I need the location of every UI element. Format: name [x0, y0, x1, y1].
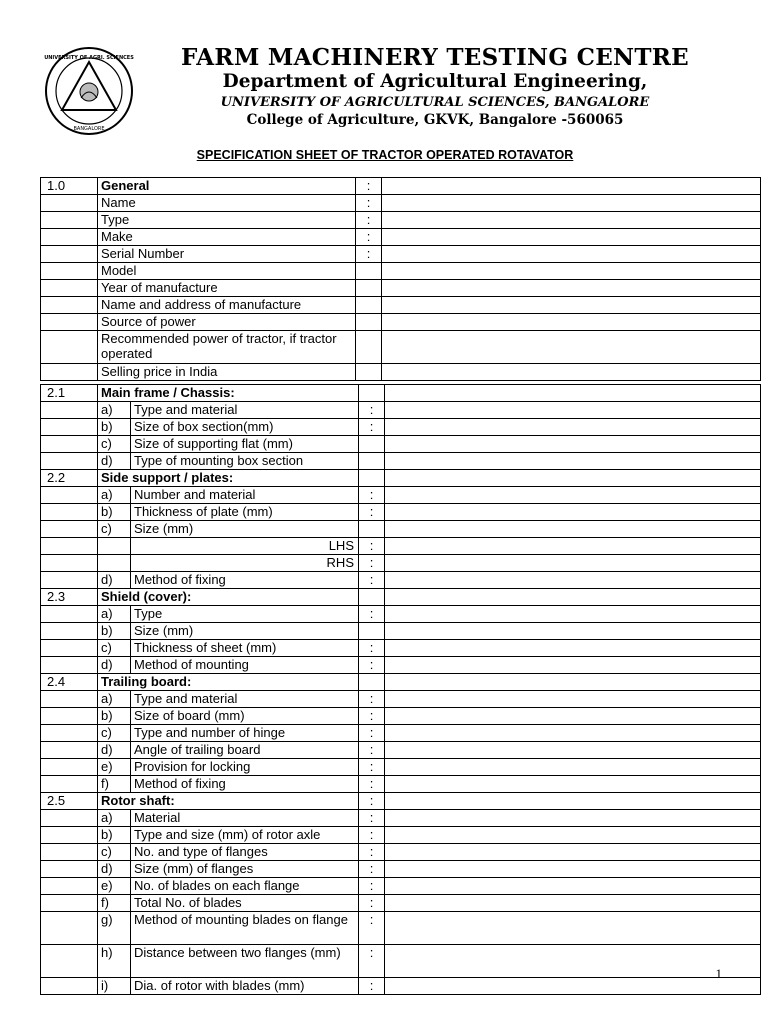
- table-row: [41, 793, 761, 810]
- university-name: UNIVERSITY OF AGRICULTURAL SCIENCES, BANGALORE: [220, 95, 650, 110]
- empty-cell: [359, 521, 385, 538]
- empty-cell: [41, 521, 98, 538]
- value-cell[interactable]: [385, 895, 761, 912]
- cell-text: No. of blades on each flange: [131, 878, 359, 895]
- cell-text: Material: [131, 810, 359, 827]
- table-row: [41, 759, 761, 776]
- cell-text: Type and material: [131, 691, 359, 708]
- value-cell[interactable]: [385, 861, 761, 878]
- empty-cell: [359, 453, 385, 470]
- table-row: [41, 331, 761, 364]
- cell-text: Selling price in India: [98, 364, 356, 381]
- value-cell[interactable]: [385, 419, 761, 436]
- empty-cell: [41, 504, 98, 521]
- table-row: [41, 640, 761, 657]
- cell-text: Type and size (mm) of rotor axle: [131, 827, 359, 844]
- empty-cell: [356, 364, 382, 381]
- empty-cell: [356, 263, 382, 280]
- cell-text: Serial Number: [98, 246, 356, 263]
- cell-text: :: [359, 555, 385, 572]
- cell-text: Type of mounting box section: [131, 453, 359, 470]
- cell-text: b): [98, 827, 131, 844]
- cell-text: Size of board (mm): [131, 708, 359, 725]
- empty-cell: [356, 331, 382, 364]
- value-cell[interactable]: [385, 589, 761, 606]
- cell-text: Thickness of sheet (mm): [131, 640, 359, 657]
- empty-cell: [41, 623, 98, 640]
- table-row: [41, 776, 761, 793]
- cell-text: c): [98, 436, 131, 453]
- empty-cell: [41, 246, 98, 263]
- sheet-title: SPECIFICATION SHEET OF TRACTOR OPERATED ROTAVATOR: [196, 148, 574, 162]
- general-table: [40, 177, 761, 381]
- table-row: [41, 691, 761, 708]
- empty-cell: [359, 623, 385, 640]
- empty-cell: [98, 538, 131, 555]
- cell-text: c): [98, 521, 131, 538]
- cell-text: Method of fixing: [131, 776, 359, 793]
- cell-text: :: [359, 878, 385, 895]
- empty-cell: [359, 385, 385, 402]
- cell-text: 2.5: [41, 793, 98, 810]
- cell-text: c): [98, 725, 131, 742]
- cell-text: Name and address of manufacture: [98, 297, 356, 314]
- value-cell[interactable]: [382, 280, 761, 297]
- value-cell[interactable]: [385, 657, 761, 674]
- value-cell[interactable]: [382, 331, 761, 364]
- table-row: [41, 229, 761, 246]
- svg-text:BANGALORE: BANGALORE: [73, 126, 105, 132]
- cell-text: d): [98, 657, 131, 674]
- value-cell[interactable]: [385, 725, 761, 742]
- value-cell[interactable]: [385, 759, 761, 776]
- value-cell[interactable]: [382, 297, 761, 314]
- cell-text: b): [98, 504, 131, 521]
- table-row: [41, 555, 761, 572]
- value-cell[interactable]: [385, 945, 761, 978]
- table-row: [41, 504, 761, 521]
- value-cell[interactable]: [382, 229, 761, 246]
- cell-text: :: [359, 691, 385, 708]
- empty-cell: [356, 297, 382, 314]
- empty-cell: [359, 589, 385, 606]
- value-cell[interactable]: [385, 538, 761, 555]
- cell-text: :: [359, 844, 385, 861]
- table-row: [41, 195, 761, 212]
- cell-text: Angle of trailing board: [131, 742, 359, 759]
- cell-text: Year of manufacture: [98, 280, 356, 297]
- value-cell[interactable]: [385, 844, 761, 861]
- empty-cell: [356, 314, 382, 331]
- value-cell[interactable]: [385, 453, 761, 470]
- empty-cell: [41, 364, 98, 381]
- cell-text: Rotor shaft:: [98, 793, 359, 810]
- cell-text: Size (mm): [131, 521, 359, 538]
- cell-text: :: [359, 572, 385, 589]
- empty-cell: [41, 657, 98, 674]
- empty-cell: [41, 978, 98, 995]
- value-cell[interactable]: [385, 555, 761, 572]
- value-cell[interactable]: [385, 487, 761, 504]
- value-cell[interactable]: [385, 978, 761, 995]
- cell-text: Type and number of hinge: [131, 725, 359, 742]
- empty-cell: [41, 212, 98, 229]
- cell-text: e): [98, 759, 131, 776]
- table-row: [41, 657, 761, 674]
- cell-text: RHS: [131, 555, 359, 572]
- empty-cell: [41, 912, 98, 945]
- table-row: [41, 246, 761, 263]
- section-heading: General: [98, 178, 356, 195]
- cell-text: Type: [131, 606, 359, 623]
- table-row: [41, 912, 761, 945]
- value-cell[interactable]: [385, 606, 761, 623]
- cell-text: b): [98, 708, 131, 725]
- table-row: [41, 725, 761, 742]
- table-row: [41, 212, 761, 229]
- cell-text: :: [359, 606, 385, 623]
- cell-text: :: [359, 402, 385, 419]
- value-cell[interactable]: [385, 674, 761, 691]
- value-cell[interactable]: [385, 572, 761, 589]
- cell-text: g): [98, 912, 131, 945]
- value-cell[interactable]: [382, 314, 761, 331]
- empty-cell: [41, 640, 98, 657]
- cell-text: Number and material: [131, 487, 359, 504]
- cell-text: :: [359, 895, 385, 912]
- empty-cell: [41, 861, 98, 878]
- value-cell[interactable]: [382, 246, 761, 263]
- table-row: [41, 402, 761, 419]
- value-cell[interactable]: [385, 640, 761, 657]
- table-row: [41, 572, 761, 589]
- empty-cell: [41, 606, 98, 623]
- cell-text: :: [356, 229, 382, 246]
- empty-cell: [41, 810, 98, 827]
- table-row: [41, 895, 761, 912]
- empty-cell: [41, 314, 98, 331]
- cell-text: Type: [98, 212, 356, 229]
- table-row: [41, 827, 761, 844]
- cell-text: Size (mm): [131, 623, 359, 640]
- cell-text: Source of power: [98, 314, 356, 331]
- table-row: [41, 978, 761, 995]
- cell-text: :: [359, 725, 385, 742]
- cell-text: Provision for locking: [131, 759, 359, 776]
- table-row: [41, 263, 761, 280]
- cell-text: a): [98, 487, 131, 504]
- table-row: [41, 945, 761, 978]
- value-cell[interactable]: [382, 195, 761, 212]
- value-cell[interactable]: [385, 385, 761, 402]
- table-row: [41, 419, 761, 436]
- empty-cell: [41, 878, 98, 895]
- cell-text: :: [359, 810, 385, 827]
- cell-text: Type and material: [131, 402, 359, 419]
- table-row: [41, 487, 761, 504]
- cell-text: f): [98, 895, 131, 912]
- cell-text: a): [98, 606, 131, 623]
- cell-text: No. and type of flanges: [131, 844, 359, 861]
- cell-text: Thickness of plate (mm): [131, 504, 359, 521]
- cell-text: :: [359, 742, 385, 759]
- empty-cell: [41, 538, 98, 555]
- value-cell[interactable]: [385, 742, 761, 759]
- college-address: College of Agriculture, GKVK, Bangalore -560065: [246, 112, 624, 128]
- table-row: [41, 521, 761, 538]
- table-row: [41, 280, 761, 297]
- cell-text: Main frame / Chassis:: [98, 385, 359, 402]
- cell-text: 2.2: [41, 470, 98, 487]
- cell-text: d): [98, 453, 131, 470]
- cell-text: :: [359, 487, 385, 504]
- empty-cell: [41, 725, 98, 742]
- table-row: [41, 538, 761, 555]
- cell-text: Trailing board:: [98, 674, 359, 691]
- cell-text: :: [359, 776, 385, 793]
- cell-text: Name: [98, 195, 356, 212]
- cell-text: :: [356, 212, 382, 229]
- value-cell[interactable]: [385, 878, 761, 895]
- cell-text: :: [356, 246, 382, 263]
- cell-text: :: [359, 708, 385, 725]
- table-row: [41, 861, 761, 878]
- empty-cell: [41, 402, 98, 419]
- empty-cell: [41, 895, 98, 912]
- table-row: [41, 708, 761, 725]
- cell-text: :: [359, 419, 385, 436]
- empty-cell: [41, 945, 98, 978]
- cell-text: h): [98, 945, 131, 978]
- cell-text: f): [98, 776, 131, 793]
- value-cell[interactable]: [382, 364, 761, 381]
- value-cell[interactable]: [382, 263, 761, 280]
- department-title: Department of Agricultural Engineering,: [222, 71, 648, 92]
- table-row: [41, 742, 761, 759]
- cell-text: e): [98, 878, 131, 895]
- cell-text: :: [359, 793, 385, 810]
- value-cell[interactable]: [385, 623, 761, 640]
- value-cell[interactable]: [385, 708, 761, 725]
- university-seal-icon: [44, 46, 134, 136]
- table-row: [41, 385, 761, 402]
- value-cell[interactable]: [385, 521, 761, 538]
- cell-text: :: [356, 178, 382, 195]
- cell-text: Size of box section(mm): [131, 419, 359, 436]
- cell-text: Method of mounting: [131, 657, 359, 674]
- value-cell[interactable]: [382, 178, 761, 195]
- empty-cell: [41, 708, 98, 725]
- cell-text: Method of mounting blades on flange: [131, 912, 359, 945]
- table-row: [41, 178, 761, 195]
- cell-text: Size (mm) of flanges: [131, 861, 359, 878]
- cell-text: d): [98, 742, 131, 759]
- cell-text: Recommended power of tractor, if tractor operated: [98, 331, 356, 364]
- cell-text: a): [98, 691, 131, 708]
- cell-text: Distance between two flanges (mm): [131, 945, 359, 978]
- table-row: [41, 589, 761, 606]
- value-cell[interactable]: [385, 402, 761, 419]
- cell-text: b): [98, 419, 131, 436]
- empty-cell: [41, 419, 98, 436]
- table-row: [41, 844, 761, 861]
- value-cell[interactable]: [385, 691, 761, 708]
- cell-text: :: [359, 538, 385, 555]
- page-number: 1: [715, 966, 722, 981]
- cell-text: Shield (cover):: [98, 589, 359, 606]
- cell-text: :: [359, 504, 385, 521]
- table-row: [41, 606, 761, 623]
- empty-cell: [41, 759, 98, 776]
- table-row: [41, 878, 761, 895]
- empty-cell: [359, 436, 385, 453]
- empty-cell: [41, 263, 98, 280]
- empty-cell: [41, 487, 98, 504]
- cell-text: :: [359, 759, 385, 776]
- empty-cell: [41, 827, 98, 844]
- section-number: 1.0: [41, 178, 98, 195]
- cell-text: a): [98, 810, 131, 827]
- empty-cell: [41, 776, 98, 793]
- table-row: [41, 470, 761, 487]
- cell-text: :: [359, 861, 385, 878]
- empty-cell: [356, 280, 382, 297]
- cell-text: Model: [98, 263, 356, 280]
- table-row: [41, 297, 761, 314]
- cell-text: c): [98, 844, 131, 861]
- empty-cell: [41, 195, 98, 212]
- cell-text: :: [359, 978, 385, 995]
- cell-text: :: [356, 195, 382, 212]
- cell-text: Method of fixing: [131, 572, 359, 589]
- table-row: [41, 364, 761, 381]
- empty-cell: [41, 331, 98, 364]
- cell-text: d): [98, 572, 131, 589]
- components-table: [40, 384, 761, 995]
- cell-text: Side support / plates:: [98, 470, 359, 487]
- table-row: [41, 453, 761, 470]
- cell-text: Total No. of blades: [131, 895, 359, 912]
- cell-text: :: [359, 640, 385, 657]
- value-cell[interactable]: [385, 810, 761, 827]
- cell-text: 2.1: [41, 385, 98, 402]
- empty-cell: [41, 436, 98, 453]
- empty-cell: [41, 229, 98, 246]
- cell-text: :: [359, 945, 385, 978]
- empty-cell: [41, 691, 98, 708]
- cell-text: 2.4: [41, 674, 98, 691]
- table-row: [41, 314, 761, 331]
- value-cell[interactable]: [385, 504, 761, 521]
- empty-cell: [41, 555, 98, 572]
- cell-text: Make: [98, 229, 356, 246]
- center-title: FARM MACHINERY TESTING CENTRE: [180, 44, 690, 71]
- cell-text: 2.3: [41, 589, 98, 606]
- empty-cell: [359, 470, 385, 487]
- value-cell[interactable]: [385, 776, 761, 793]
- empty-cell: [41, 297, 98, 314]
- empty-cell: [98, 555, 131, 572]
- empty-cell: [41, 844, 98, 861]
- value-cell[interactable]: [385, 793, 761, 810]
- empty-cell: [41, 572, 98, 589]
- cell-text: LHS: [131, 538, 359, 555]
- value-cell[interactable]: [385, 470, 761, 487]
- value-cell[interactable]: [382, 212, 761, 229]
- table-row: [41, 623, 761, 640]
- cell-text: :: [359, 657, 385, 674]
- empty-cell: [41, 453, 98, 470]
- cell-text: Size of supporting flat (mm): [131, 436, 359, 453]
- cell-text: Dia. of rotor with blades (mm): [131, 978, 359, 995]
- empty-cell: [41, 742, 98, 759]
- cell-text: :: [359, 912, 385, 945]
- table-row: [41, 436, 761, 453]
- cell-text: c): [98, 640, 131, 657]
- table-row: [41, 810, 761, 827]
- value-cell[interactable]: [385, 912, 761, 945]
- empty-cell: [359, 674, 385, 691]
- cell-text: i): [98, 978, 131, 995]
- cell-text: d): [98, 861, 131, 878]
- svg-text:UNIVERSITY OF AGRI. SCIENCES: UNIVERSITY OF AGRI. SCIENCES: [44, 55, 134, 61]
- table-row: [41, 674, 761, 691]
- value-cell[interactable]: [385, 827, 761, 844]
- empty-cell: [41, 280, 98, 297]
- value-cell[interactable]: [385, 436, 761, 453]
- cell-text: :: [359, 827, 385, 844]
- cell-text: b): [98, 623, 131, 640]
- cell-text: a): [98, 402, 131, 419]
